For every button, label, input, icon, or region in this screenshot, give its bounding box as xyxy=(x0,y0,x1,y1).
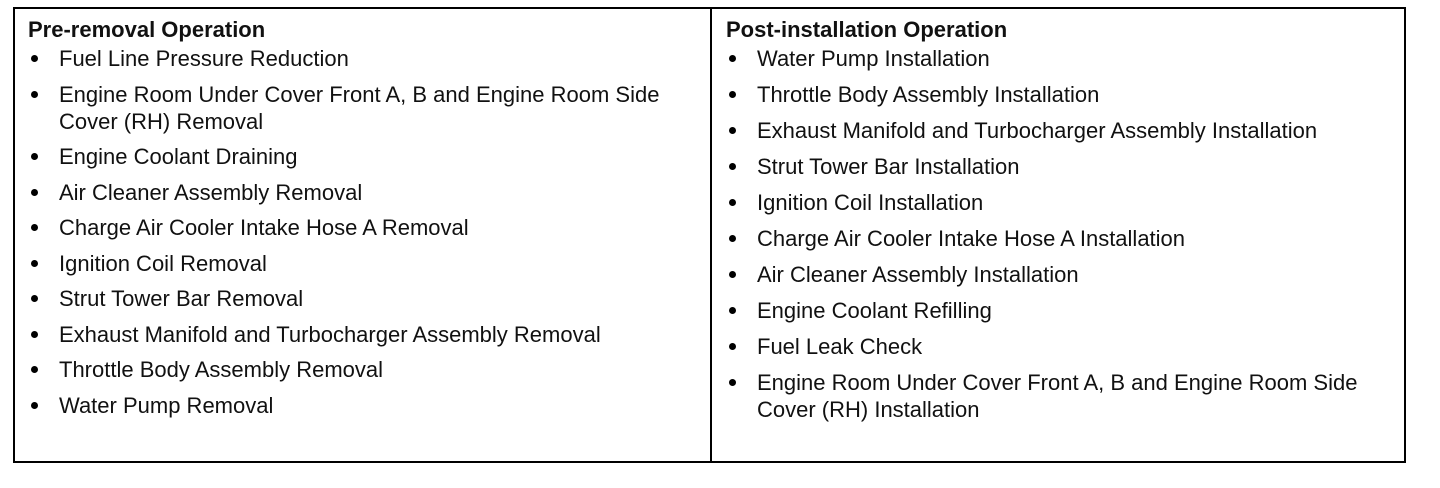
list-item-text: Strut Tower Bar Removal xyxy=(59,286,304,311)
bullet-icon xyxy=(31,153,38,160)
list-item xyxy=(28,250,698,277)
list-item-text: Exhaust Manifold and Turbocharger Assembly Removal xyxy=(59,321,601,347)
list-item-text: Engine Coolant Refilling xyxy=(757,298,992,323)
list-item xyxy=(726,225,1392,252)
bullet-icon xyxy=(31,224,38,231)
list-item-text: Air Cleaner Assembly Installation xyxy=(757,262,1079,287)
list-item-text: Fuel Leak Check xyxy=(757,334,923,359)
list-item xyxy=(726,297,1392,324)
list-item-text: Charge Air Cooler Intake Hose A Removal xyxy=(59,215,469,240)
bullet-icon xyxy=(31,91,38,98)
list-item xyxy=(28,81,698,135)
post-installation-column xyxy=(712,9,1404,461)
list-item xyxy=(726,189,1392,216)
list-item-text: Ignition Coil Installation xyxy=(757,190,984,215)
bullet-icon xyxy=(729,271,736,278)
list-item-text: Engine Room Under Cover Front A, B and Engine Room Side Cover (RH) Installation xyxy=(757,370,1358,422)
bullet-icon xyxy=(729,343,736,350)
list-item xyxy=(28,285,698,312)
list-item-text: Charge Air Cooler Intake Hose A Installation xyxy=(757,226,1186,251)
bullet-icon xyxy=(31,295,38,302)
pre-removal-list xyxy=(28,45,698,419)
list-item-text: Air Cleaner Assembly Removal xyxy=(59,179,363,205)
bullet-icon xyxy=(729,235,736,242)
post-installation-title: Post-installation Operation xyxy=(726,17,1008,42)
list-item xyxy=(28,45,698,72)
list-item-text: Throttle Body Assembly Installation xyxy=(757,82,1100,107)
list-item xyxy=(726,81,1392,108)
list-item-text: Engine Room Under Cover Front A, B and Engine Room Side Cover (RH) Removal xyxy=(59,81,660,134)
bullet-icon xyxy=(729,379,736,386)
list-item-text: Fuel Line Pressure Reduction xyxy=(59,46,349,71)
bullet-icon xyxy=(729,199,736,206)
list-item-text: Exhaust Manifold and Turbocharger Assembly Installation xyxy=(757,118,1318,143)
post-installation-list xyxy=(726,45,1392,423)
bullet-icon xyxy=(31,55,38,62)
list-item xyxy=(726,117,1392,144)
list-item-text: Strut Tower Bar Installation xyxy=(757,154,1020,179)
operations-table xyxy=(13,7,1406,463)
list-item-text: Throttle Body Assembly Removal xyxy=(59,357,384,382)
bullet-icon xyxy=(31,402,38,409)
list-item xyxy=(726,153,1392,180)
bullet-icon xyxy=(729,307,736,314)
list-item xyxy=(28,321,698,348)
pre-removal-title: Pre-removal Operation xyxy=(28,17,266,42)
list-item xyxy=(28,179,698,206)
list-item xyxy=(726,261,1392,288)
list-item xyxy=(726,369,1392,423)
list-item xyxy=(28,143,698,170)
bullet-icon xyxy=(729,127,736,134)
list-item-text: Ignition Coil Removal xyxy=(59,250,267,276)
bullet-icon xyxy=(729,91,736,98)
list-item xyxy=(726,333,1392,360)
bullet-icon xyxy=(31,331,38,338)
list-item-text: Water Pump Removal xyxy=(59,392,274,418)
list-item xyxy=(28,392,698,419)
list-item xyxy=(726,45,1392,72)
list-item-text: Water Pump Installation xyxy=(757,46,990,71)
bullet-icon xyxy=(729,55,736,62)
bullet-icon xyxy=(31,189,38,196)
list-item xyxy=(28,356,698,383)
bullet-icon xyxy=(31,260,38,267)
bullet-icon xyxy=(31,366,38,373)
list-item-text: Engine Coolant Draining xyxy=(59,144,298,169)
bullet-icon xyxy=(729,163,736,170)
pre-removal-column xyxy=(15,9,712,461)
list-item xyxy=(28,214,698,241)
